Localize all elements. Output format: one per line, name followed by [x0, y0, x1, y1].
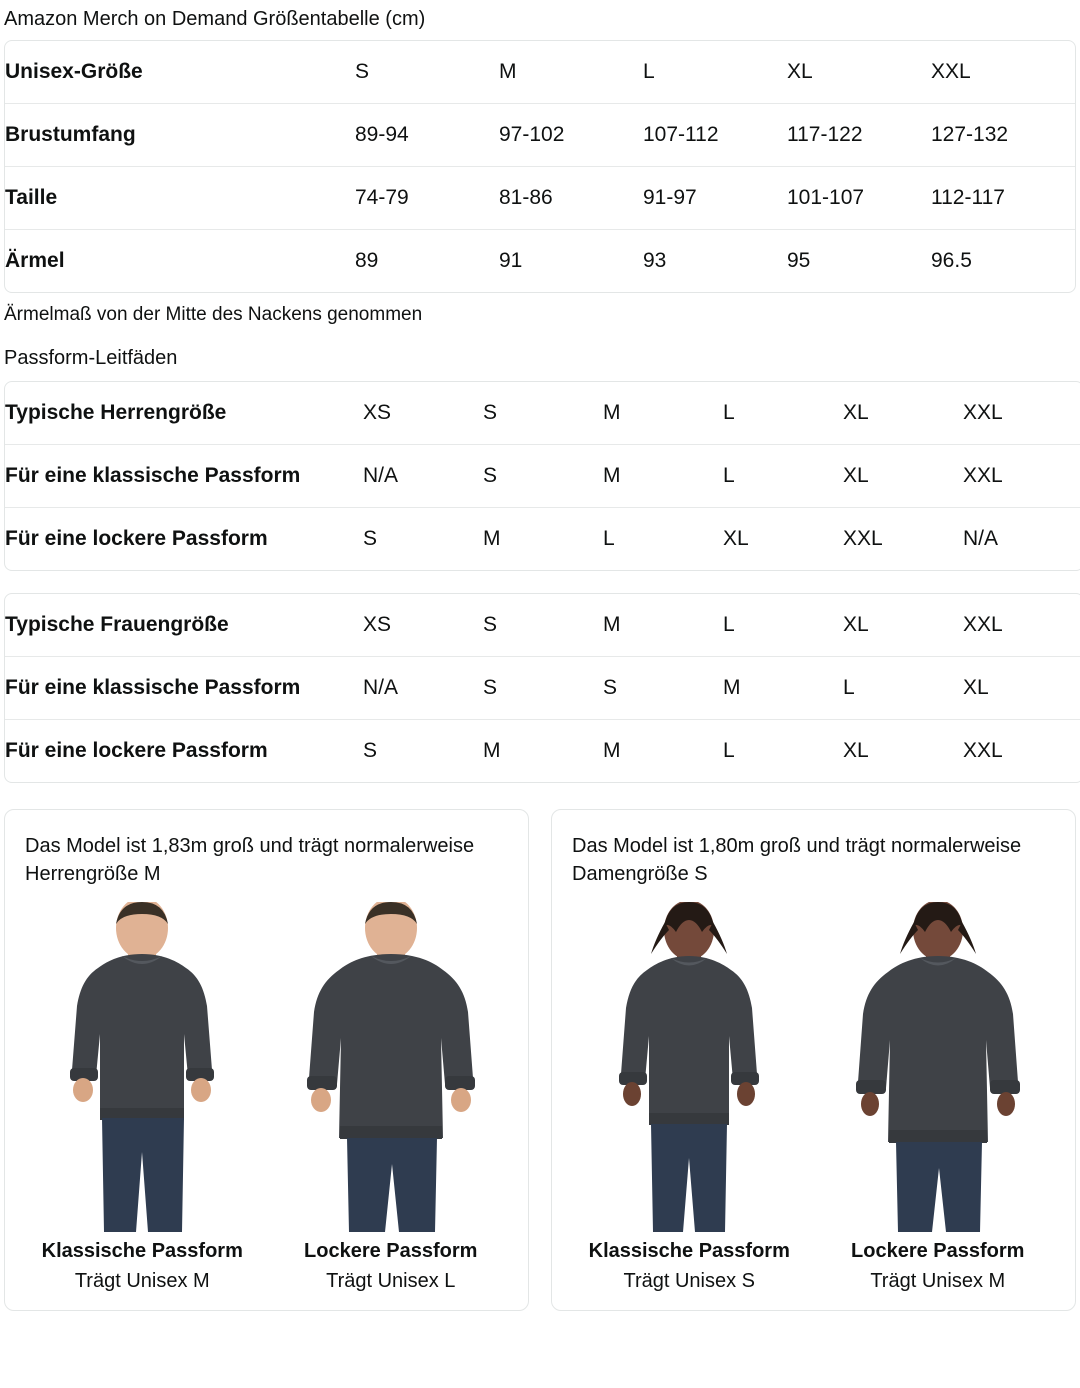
cell: S [603, 657, 723, 720]
row-label: Taille [5, 167, 355, 230]
table-row [5, 657, 1080, 720]
fit-size: Trägt Unisex L [326, 1270, 456, 1292]
cell: L [843, 657, 963, 720]
female-classic-fit-photo [572, 902, 807, 1232]
cell: 93 [643, 249, 667, 272]
cell: XXL [963, 382, 1080, 445]
table-row [5, 382, 1080, 445]
female-model-card [551, 809, 1076, 1311]
row-label: Brustumfang [5, 104, 355, 167]
cell: 101-107 [787, 167, 931, 230]
cell: M [603, 739, 621, 762]
cell: L [643, 41, 787, 104]
table-row [5, 720, 1080, 782]
fit-title: Klassische Passform [41, 1240, 243, 1262]
cell: M [483, 739, 501, 762]
cell: S [363, 527, 378, 550]
male-model-card [4, 809, 529, 1311]
model-description: Das Model ist 1,83m groß und trägt normalerweise Herrengröße M [25, 835, 475, 885]
cell: N/A [363, 657, 483, 720]
row-label: Für eine klassische Passform [5, 445, 363, 508]
cell: XL [843, 382, 963, 445]
cell: 89 [355, 249, 379, 272]
cell: L [603, 527, 615, 550]
row-label: Unisex-Größe [5, 41, 355, 104]
cell: N/A [963, 527, 999, 550]
table-row [5, 104, 1075, 167]
table-row [5, 508, 1080, 570]
cell: XXL [963, 739, 1003, 762]
female-loose-fit-photo [821, 902, 1056, 1232]
womens-fit-guide-table [4, 593, 1080, 783]
table-row [5, 594, 1080, 657]
cell: L [723, 445, 843, 508]
cell: 96.5 [931, 249, 972, 272]
fit-guides-heading: Passform-Leitfäden [4, 347, 178, 369]
cell: M [483, 527, 501, 550]
cell: S [483, 594, 603, 657]
cell: 112-117 [931, 167, 1075, 230]
size-chart-table [4, 40, 1076, 293]
row-label: Typische Herrengröße [5, 382, 363, 445]
cell: S [483, 445, 603, 508]
cell: S [363, 739, 378, 762]
cell: L [723, 382, 843, 445]
row-label: Für eine lockere Passform [5, 527, 268, 550]
page-title: Amazon Merch on Demand Größentabelle (cm) [4, 8, 426, 30]
figure-loose-fit [821, 902, 1056, 1294]
cell: M [499, 41, 643, 104]
row-label: Ärmel [5, 249, 65, 272]
figure-pair [25, 902, 508, 1294]
table-row [5, 230, 1075, 292]
cell: M [603, 594, 723, 657]
cell: XL [723, 527, 749, 550]
cell: 107-112 [643, 104, 787, 167]
cell: XL [963, 657, 1080, 720]
sleeve-measure-note: Ärmelmaß von der Mitte des Nackens genommen [4, 304, 423, 325]
cell: 91-97 [643, 167, 787, 230]
row-label: Für eine klassische Passform [5, 657, 363, 720]
cell: S [483, 382, 603, 445]
cell: XL [787, 41, 931, 104]
cell: XXL [931, 41, 1075, 104]
cell: XS [363, 382, 483, 445]
cell: S [483, 657, 603, 720]
cell: M [603, 445, 723, 508]
fit-size: Trägt Unisex M [870, 1270, 1006, 1292]
cell: S [355, 41, 499, 104]
cell: XL [843, 594, 963, 657]
cell: XL [843, 445, 963, 508]
cell: 91 [499, 249, 523, 272]
cell: XL [843, 739, 869, 762]
table-row [5, 167, 1075, 230]
figure-loose-fit [274, 902, 509, 1294]
cell: L [723, 739, 735, 762]
cell: XS [363, 594, 483, 657]
fit-size: Trägt Unisex M [74, 1270, 210, 1292]
male-loose-fit-photo [274, 902, 509, 1232]
cell: 81-86 [499, 167, 643, 230]
cell: L [723, 594, 843, 657]
table-row [5, 41, 1075, 104]
cell: XXL [843, 527, 883, 550]
cell: 74-79 [355, 167, 499, 230]
figure-pair [572, 902, 1055, 1294]
figure-classic-fit [25, 902, 260, 1294]
cell: N/A [363, 445, 483, 508]
figure-classic-fit [572, 902, 807, 1294]
cell: XXL [963, 594, 1080, 657]
cell: 95 [787, 249, 811, 272]
row-label: Typische Frauengröße [5, 594, 363, 657]
model-description: Das Model ist 1,80m groß und trägt normalerweise Damengröße S [572, 835, 1022, 885]
fit-title: Lockere Passform [851, 1240, 1025, 1262]
model-cards [4, 809, 1076, 1311]
fit-title: Klassische Passform [588, 1240, 790, 1262]
table-row [5, 445, 1080, 508]
cell: M [723, 657, 843, 720]
mens-fit-guide-table [4, 381, 1080, 571]
row-label: Für eine lockere Passform [5, 739, 268, 762]
male-classic-fit-photo [25, 902, 260, 1232]
cell: 117-122 [787, 104, 931, 167]
cell: 97-102 [499, 104, 643, 167]
fit-size: Trägt Unisex S [623, 1270, 756, 1292]
cell: XXL [963, 445, 1080, 508]
cell: 89-94 [355, 104, 499, 167]
cell: M [603, 382, 723, 445]
cell: 127-132 [931, 104, 1075, 167]
fit-title: Lockere Passform [304, 1240, 478, 1262]
